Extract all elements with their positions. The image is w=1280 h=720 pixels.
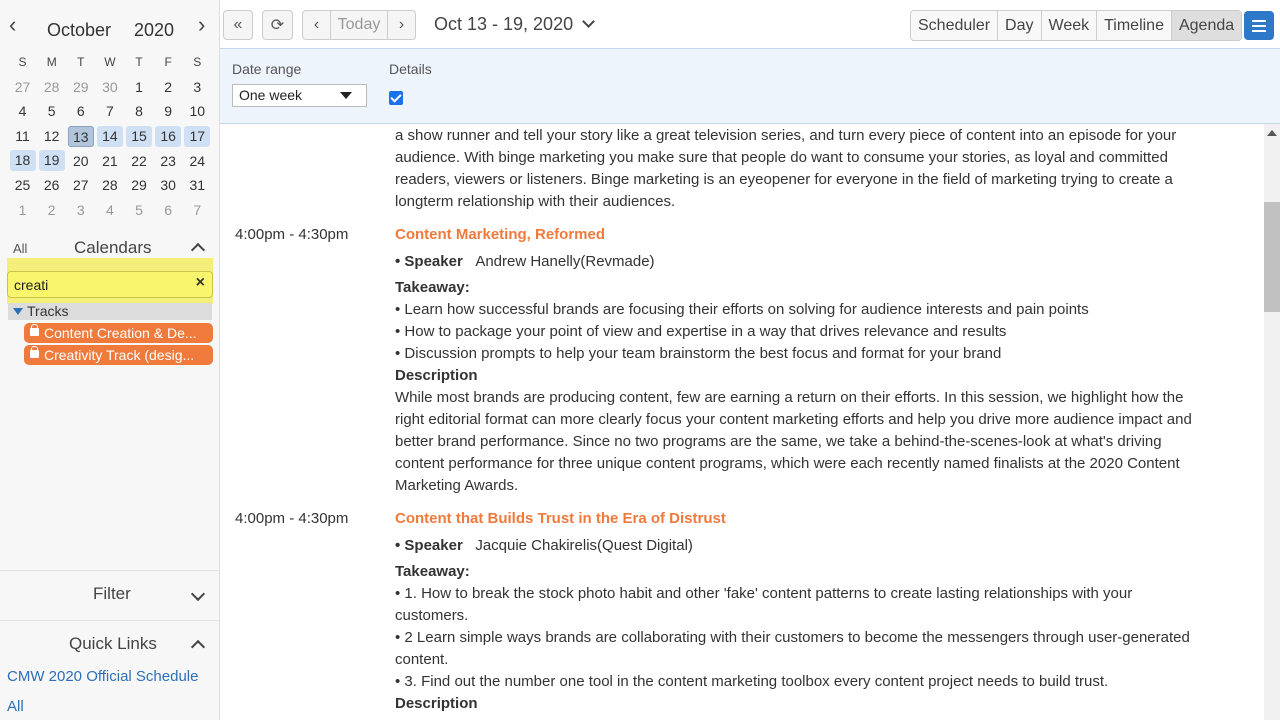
calendar-day[interactable]	[95, 153, 124, 169]
mini-calendar-month[interactable]: October	[47, 20, 112, 40]
view-agenda-button[interactable]: Agenda	[1172, 11, 1241, 40]
calendar-week-row	[8, 148, 212, 173]
calendar-day-label: 28	[43, 78, 60, 95]
calendar-day[interactable]	[37, 128, 66, 144]
view-switcher	[910, 10, 1242, 41]
weekday-header-row	[8, 50, 212, 75]
calendar-day-label: 1	[135, 78, 143, 95]
calendar-day[interactable]	[66, 202, 95, 218]
calendar-day[interactable]	[154, 177, 183, 193]
calendar-day-label: 15	[126, 126, 152, 147]
mini-calendar-header	[0, 6, 220, 44]
filter-section[interactable]	[0, 570, 220, 618]
calendar-day[interactable]	[125, 177, 154, 193]
speaker-label: • Speaker	[395, 537, 463, 554]
filter-title[interactable]: Filter	[93, 584, 131, 603]
calendar-day[interactable]	[37, 79, 66, 95]
calendar-day-label: 30	[160, 177, 176, 194]
calendar-search-box[interactable]	[7, 271, 213, 298]
next-month-arrow-icon[interactable]: ›	[198, 12, 206, 37]
hamburger-menu-icon[interactable]	[1244, 11, 1274, 40]
calendar-day-label: 28	[102, 177, 118, 194]
calendar-day-label: 18	[10, 150, 36, 171]
event-time: 4:00pm - 4:30pm	[235, 226, 349, 243]
calendar-day[interactable]	[125, 126, 154, 147]
calendar-day-label: 5	[135, 201, 143, 218]
calendar-day-label: 4	[18, 103, 27, 120]
calendar-day[interactable]	[8, 150, 37, 171]
event-time: 4:00pm - 4:30pm	[235, 510, 349, 527]
quick-link-all[interactable]: All	[7, 698, 24, 715]
calendar-day[interactable]	[125, 202, 154, 218]
details-label: Details	[389, 61, 432, 77]
event-description-line: right editorial format can more clearly focus your content marketing efforts and help you drive more audience impact and	[395, 411, 1192, 428]
scroll-up-arrow-icon[interactable]	[1267, 130, 1277, 136]
next-period-button[interactable]: ›	[387, 10, 416, 40]
calendar-item-label: Content Creation & De...	[44, 325, 197, 341]
chevron-up-icon[interactable]	[191, 640, 205, 654]
weekday-header: S	[193, 55, 202, 70]
takeaway-item: • 1. How to break the stock photo habit and other 'fake' content patterns to create lasting relationships with your	[395, 585, 1133, 602]
event-title-link[interactable]: Content Marketing, Reformed	[395, 226, 606, 243]
event-speaker-row	[395, 537, 693, 554]
sidebar	[0, 0, 220, 720]
mini-calendar-grid	[8, 50, 212, 222]
prev-month-arrow-icon[interactable]: ‹	[9, 12, 17, 37]
quick-link-official-schedule[interactable]: CMW 2020 Official Schedule	[7, 668, 199, 685]
details-checkbox[interactable]	[389, 91, 403, 105]
calendar-day-label: 29	[73, 78, 89, 95]
calendar-day[interactable]	[66, 126, 95, 147]
agenda-list	[220, 124, 1264, 720]
takeaway-label: Takeaway:	[395, 279, 470, 296]
calendar-day-label: 5	[47, 103, 56, 120]
takeaway-item: • 3. Find out the number one tool in the content marketing toolbox every content project needs to build trust.	[395, 673, 1109, 690]
takeaway-item: customers.	[395, 607, 469, 624]
calendar-day[interactable]	[183, 79, 212, 95]
calendar-day[interactable]	[8, 103, 37, 119]
weekday-header: T	[135, 55, 143, 70]
dropdown-arrow-icon	[340, 92, 352, 99]
calendar-week-row	[8, 99, 212, 124]
calendar-week-row	[8, 173, 212, 198]
calendar-day[interactable]	[66, 79, 95, 95]
calendar-day-label: 29	[131, 177, 147, 194]
calendar-day-label: 10	[189, 103, 206, 120]
event-description-line: Marketing Awards.	[395, 477, 519, 494]
tracks-group[interactable]	[8, 303, 212, 320]
calendar-day-label: 21	[102, 152, 118, 169]
calendar-day[interactable]	[37, 177, 66, 193]
calendar-day-label: 12	[43, 128, 60, 145]
calendar-day[interactable]	[8, 79, 37, 95]
description-label: Description	[395, 367, 478, 384]
calendar-day-label: 31	[189, 177, 206, 194]
calendar-day[interactable]	[8, 128, 37, 144]
calendar-day-label: 14	[97, 126, 123, 147]
calendar-day[interactable]	[95, 103, 124, 119]
calendar-day-label: 25	[14, 177, 31, 194]
calendars-section-header	[0, 238, 220, 260]
date-range-title[interactable]	[434, 14, 593, 35]
calendar-day-label: 2	[47, 201, 56, 218]
calendar-day-label: 3	[76, 201, 85, 218]
event-speaker-row	[395, 253, 655, 270]
calendar-week-row	[8, 198, 212, 223]
lock-icon	[30, 328, 39, 336]
calendars-title[interactable]: Calendars	[74, 238, 152, 257]
calendar-day-label: 27	[14, 78, 31, 95]
calendar-item-creativity-track[interactable]	[24, 345, 213, 365]
calendar-day-label: 11	[15, 128, 30, 145]
takeaway-item: • Learn how successful brands are focusing their efforts on solving for audience interests and pain points	[395, 301, 1089, 318]
calendar-day[interactable]	[125, 103, 154, 119]
calendar-day[interactable]	[95, 177, 124, 193]
calendar-day[interactable]	[154, 153, 183, 169]
scrollbar-thumb[interactable]	[1264, 202, 1280, 312]
weekday-header: M	[46, 55, 57, 70]
view-week-button[interactable]: Week	[1042, 11, 1098, 40]
weekday-header: W	[104, 55, 116, 70]
date-range-select-value: One week	[239, 87, 303, 103]
takeaway-item: content.	[395, 651, 449, 668]
calendar-day-label: 30	[102, 78, 118, 95]
calendar-day-label: 2	[164, 78, 173, 95]
view-day-button[interactable]: Day	[998, 11, 1041, 40]
takeaway-item: • Discussion prompts to help your team brainstorm the best focus and format for your brand	[395, 345, 1002, 362]
calendar-day-label: 8	[135, 103, 143, 120]
calendar-item-content-creation[interactable]	[24, 323, 213, 343]
calendar-week-row	[8, 75, 212, 100]
calendar-search-input[interactable]	[14, 276, 184, 294]
calendars-all-link[interactable]: All	[13, 241, 28, 256]
calendar-day[interactable]	[66, 153, 95, 169]
view-scheduler-button[interactable]: Scheduler	[911, 11, 998, 40]
calendar-day-label: 6	[76, 103, 85, 120]
takeaway-item: • 2 Learn simple ways brands are collaborating with their customers to become the messengers through user-generated	[395, 629, 1190, 646]
clear-search-icon[interactable]: ×	[195, 274, 205, 291]
calendar-day-label: 7	[193, 201, 202, 218]
lock-icon	[30, 350, 39, 358]
options-bar	[220, 48, 1280, 124]
expand-triangle-icon[interactable]	[13, 308, 23, 315]
agenda-scrollbar[interactable]	[1264, 124, 1280, 720]
calendar-day-label: 24	[189, 152, 206, 169]
calendar-item-label: Creativity Track (desig...	[44, 347, 195, 363]
calendar-day-label: 26	[43, 177, 60, 194]
weekday-header: S	[18, 55, 27, 70]
calendar-day[interactable]	[183, 202, 212, 218]
calendar-day[interactable]	[8, 177, 37, 193]
chevron-up-icon[interactable]	[191, 243, 205, 257]
calendar-day-label: 3	[193, 78, 202, 95]
event-description-line: While most brands are producing content, few are earning a return on their efforts. In this session, we highlight how the	[395, 389, 1184, 406]
takeaway-label: Takeaway:	[395, 563, 470, 580]
calendar-day[interactable]	[183, 153, 212, 169]
calendar-day[interactable]	[8, 202, 37, 218]
date-range-select[interactable]	[232, 84, 367, 107]
weekday-header: T	[77, 55, 85, 70]
calendar-day-label: 23	[160, 152, 176, 169]
calendar-day[interactable]	[183, 177, 212, 193]
prev-period-button[interactable]: ‹	[302, 10, 331, 40]
jump-back-icon[interactable]: «	[223, 10, 253, 40]
calendar-day-label: 13	[68, 126, 94, 147]
calendar-day[interactable]	[183, 126, 212, 147]
calendar-day-label: 1	[18, 201, 27, 218]
today-button[interactable]: Today	[330, 10, 388, 40]
quick-links-title[interactable]: Quick Links	[69, 634, 157, 653]
calendar-day-label: 17	[184, 126, 210, 147]
event-description-line: readers, viewers or listeners. Binge marketing is an eyeopener for everyone in the field of marketing trying to create a	[395, 171, 1173, 188]
event-description-line: content performance for three unique content programs, which were each recently named finalists at the 2020 Content	[395, 455, 1180, 472]
tracks-group-label: Tracks	[27, 303, 69, 319]
chevron-down-icon	[582, 15, 595, 28]
calendar-day[interactable]	[154, 126, 183, 147]
calendar-day[interactable]	[154, 103, 183, 119]
calendar-day-label: 6	[164, 201, 173, 218]
date-range-label: Date range	[232, 61, 302, 77]
calendar-day[interactable]	[95, 126, 124, 147]
event-title-link[interactable]: Content that Builds Trust in the Era of Distrust	[395, 510, 726, 527]
calendar-day-label: 16	[155, 126, 181, 147]
takeaway-item: • How to package your point of view and expertise in a way that drives relevance and results	[395, 323, 1007, 340]
speaker-name: Jacquie Chakirelis(Quest Digital)	[475, 537, 693, 554]
event-description-line: a show runner and tell your story like a great television series, and turn every piece of content into an episode for your	[395, 127, 1177, 144]
date-range-title-text: Oct 13 - 19, 2020	[434, 14, 574, 34]
calendar-day[interactable]	[125, 153, 154, 169]
chevron-down-icon[interactable]	[191, 587, 205, 601]
description-label: Description	[395, 695, 478, 712]
calendar-day[interactable]	[37, 202, 66, 218]
calendar-day[interactable]	[95, 79, 124, 95]
calendar-day-label: 22	[131, 152, 147, 169]
calendar-day-label: 4	[106, 201, 114, 218]
speaker-name: Andrew Hanelly(Revmade)	[475, 253, 655, 270]
calendar-day[interactable]	[66, 177, 95, 193]
calendar-day[interactable]	[125, 79, 154, 95]
calendar-day-label: 27	[73, 177, 89, 194]
calendar-day[interactable]	[154, 202, 183, 218]
calendar-week-row	[8, 124, 212, 149]
calendar-day[interactable]	[66, 103, 95, 119]
top-toolbar	[220, 0, 1280, 48]
speaker-label: • Speaker	[395, 253, 463, 270]
weekday-header: F	[164, 55, 172, 70]
calendar-day[interactable]	[183, 103, 212, 119]
quick-links-section	[0, 620, 220, 720]
calendar-day[interactable]	[37, 103, 66, 119]
calendar-day-label: 7	[106, 103, 114, 120]
event-description-line: better brand performance. Since no two programs are the same, we take a behind-the-scenes-look at what's driving	[395, 433, 1162, 450]
refresh-icon[interactable]: ⟳	[262, 10, 293, 40]
event-description-line: longterm relationship with their audiences.	[395, 193, 676, 210]
calendar-day-label: 20	[73, 152, 89, 169]
mini-calendar-year[interactable]: 2020	[134, 20, 175, 40]
event-description-line: audience. With binge marketing you make sure that people do want to consume your stories, as loyal and committed	[395, 149, 1168, 166]
calendar-day[interactable]	[95, 202, 124, 218]
calendar-day[interactable]	[154, 79, 183, 95]
calendar-day-label: 19	[39, 150, 65, 171]
calendar-day-label: 9	[164, 103, 173, 120]
view-timeline-button[interactable]: Timeline	[1097, 11, 1172, 40]
calendar-day[interactable]	[37, 150, 66, 171]
